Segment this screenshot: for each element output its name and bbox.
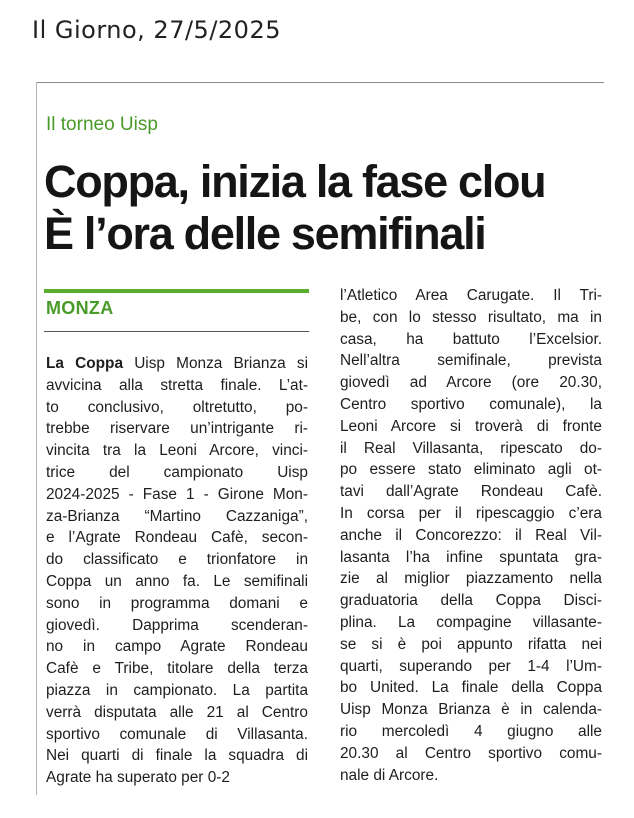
- article-headline: [44, 156, 614, 260]
- article-text-line: graduatoria della Coppa Disci-: [340, 592, 602, 610]
- section-label: MONZA: [46, 298, 114, 318]
- article-kicker: Il torneo Uisp: [46, 114, 158, 135]
- article-text-line: Agrate ha superato per 0-2: [46, 769, 230, 787]
- article-text-line: tavi dall’Agrate Rondeau Cafè.: [340, 483, 602, 501]
- article-text-line: sportivo comunale di Villasanta.: [46, 725, 308, 743]
- article-text-line: sono in programma domani e: [46, 594, 308, 612]
- newspaper-source-date: Il Giorno, 27/5/2025: [32, 16, 281, 44]
- article-text-line: Nell’altra semifinale, prevista: [340, 352, 602, 370]
- section-accent-rule: [44, 289, 309, 293]
- article-text-line: no in campo Agrate Rondeau: [46, 638, 308, 656]
- article-text-line: il Real Villasanta, ripescato do-: [340, 439, 602, 457]
- article-text-line: trebbe riservare un’intrigante ri-: [46, 420, 308, 438]
- article-text-line: Leoni Arcore si troverà di fronte: [340, 417, 602, 435]
- article-text-line: giovedì. Dapprima scenderan-: [46, 616, 308, 634]
- top-divider: [36, 82, 604, 83]
- article-column-2: [340, 285, 602, 786]
- article-column-1: [46, 353, 308, 789]
- article-text-line: verrà disputata alle 21 al Centro: [46, 703, 308, 721]
- headline-line-1: Coppa, inizia la fase clou: [44, 156, 546, 207]
- article-text-line: Centro sportivo comunale), la: [340, 395, 602, 413]
- article-text-line: nale di Arcore.: [340, 766, 439, 784]
- article-text-line: In corsa per il ripescaggio c’era: [340, 504, 602, 522]
- article-text-line: be, con lo stesso risultato, ma in: [340, 308, 602, 326]
- article-text-line: trice del campionato Uisp: [46, 463, 308, 481]
- article-text-line: 20.30 al Centro sportivo comu-: [340, 744, 602, 762]
- article-text-line: Nei quarti di finale la squadra di: [46, 747, 308, 765]
- article-text-line: zie al miglior piazzamento nella: [340, 570, 602, 588]
- article-lead-in: La Coppa: [46, 355, 124, 372]
- article-text-line: [46, 353, 308, 375]
- left-divider: [36, 82, 37, 795]
- article-text-line: za-Brianza “Martino Cazzaniga”,: [46, 507, 308, 525]
- article-text-line: Cafè e Tribe, titolare della terza: [46, 660, 308, 678]
- article-text-line: vincita tra la Leoni Arcore, vinci-: [46, 442, 308, 460]
- article-text-line: piazza in campionato. La partita: [46, 681, 308, 699]
- article-text-line: plina. La compagine villasante-: [340, 613, 602, 631]
- section-divider: [44, 331, 309, 332]
- article-text-line: to conclusivo, oltretutto, po-: [46, 398, 308, 416]
- article-text-line: se si è poi appunto rifatta nei: [340, 635, 602, 653]
- article-text-line: 2024-2025 - Fase 1 - Girone Mon-: [46, 485, 308, 503]
- article-text-line: Uisp Monza Brianza è in calenda-: [340, 701, 602, 719]
- article-text-line: po essere stato eliminato agli ot-: [340, 461, 602, 479]
- article-text-line: lasanta l’ha infine spuntata gra-: [340, 548, 602, 566]
- article-text-line: casa, ha battuto l’Excelsior.: [340, 330, 602, 348]
- article-text-line: bo United. La finale della Coppa: [340, 679, 602, 697]
- article-text-line: e l’Agrate Rondeau Cafè, secon-: [46, 529, 308, 547]
- article-text-line: quarti, superando per 1-4 l’Um-: [340, 657, 602, 675]
- article-text-line: anche il Concorezzo: il Real Vil-: [340, 526, 602, 544]
- article-text-line: do classificato e trionfatore in: [46, 551, 308, 569]
- headline-line-2: È l’ora delle semifinali: [44, 208, 486, 259]
- article-text-line: l’Atletico Area Carugate. Il Tri-: [340, 287, 602, 304]
- article-text-line: avvicina alla stretta finale. L’at-: [46, 376, 308, 394]
- article-text-fragment: Uisp Monza Brianza si: [123, 355, 308, 372]
- article-text-line: Coppa un anno fa. Le semifinali: [46, 572, 308, 590]
- article-text-line: giovedì ad Arcore (ore 20.30,: [340, 374, 602, 392]
- article-text-line: rio mercoledì 4 giugno alle: [340, 722, 602, 740]
